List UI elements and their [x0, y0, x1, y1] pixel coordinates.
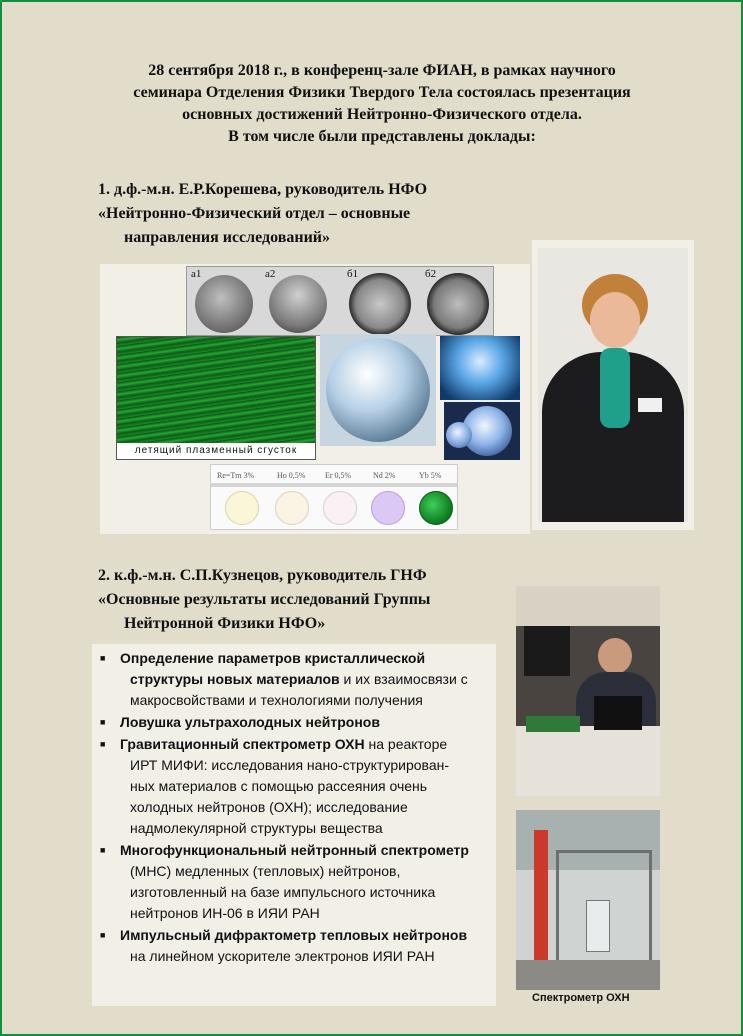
item-bold: структуры новых материалов	[130, 671, 340, 687]
wall	[516, 586, 660, 626]
intro-line: В том числе были представлены доклады:	[228, 128, 536, 145]
red-column	[534, 830, 548, 980]
glass-sphere	[326, 338, 430, 442]
item-bold: Гравитационный спектрометр ОХН	[120, 736, 365, 752]
sample-disc	[371, 491, 405, 525]
pellet-label: б2	[425, 268, 437, 280]
laptop	[594, 696, 642, 730]
list-item	[92, 648, 496, 711]
doped-samples-image	[210, 464, 458, 530]
report-1-heading: 1. д.ф.-м.н. Е.Р.Корешева, руководитель НФО	[98, 181, 428, 198]
item-text: на реакторе	[364, 736, 448, 752]
item-text: (МНС) медленных (тепловых) нейтронов,	[130, 863, 401, 879]
face	[590, 292, 640, 348]
item-text: надмолекулярной структуры вещества	[130, 820, 383, 836]
list-item	[92, 734, 496, 839]
item-bold: Определение параметров кристаллической	[120, 650, 426, 666]
list-item	[92, 840, 496, 924]
item-text: макросвойствами и технологиями получения	[130, 692, 423, 708]
speakers-box	[524, 626, 570, 676]
bubble	[446, 422, 472, 448]
speaker-head	[598, 638, 632, 674]
sample-disc	[323, 491, 357, 525]
pellet-label: а1	[191, 268, 202, 280]
intro-line: семинара Отделения Физики Твердого Тела состоялась презентация	[133, 84, 631, 101]
report-2-heading: 2. к.ф.-м.н. С.П.Кузнецов, руководитель ГНФ	[98, 567, 427, 584]
pellet-b2	[427, 273, 489, 335]
rail	[211, 483, 457, 487]
sample-disc	[275, 491, 309, 525]
research-collage	[100, 264, 530, 534]
results-list	[92, 644, 496, 1006]
portrait-koresheva	[538, 248, 688, 522]
floor	[516, 960, 660, 990]
plasma-laser-image	[116, 336, 316, 460]
pellet-b1	[349, 273, 411, 335]
report-1-title: направления исследований»	[124, 229, 331, 246]
list-item	[92, 925, 496, 967]
list-item	[92, 712, 496, 733]
sample-disc	[225, 491, 259, 525]
intro-line: 28 сентября 2018 г., в конференц-зале ФИАН, в рамках научного	[148, 62, 616, 79]
speaker-photo	[516, 586, 660, 796]
table	[516, 726, 660, 796]
sample-label: Er 0,5%	[325, 471, 352, 480]
cylinder	[586, 900, 610, 952]
pellet-label: б1	[347, 268, 359, 280]
photo-caption: Спектрометр ОХН	[532, 992, 630, 1004]
badge	[638, 398, 662, 412]
item-text: нейтронов ИН-06 в ИЯИ РАН	[130, 905, 320, 921]
sample-label: Re=Tm 3%	[217, 471, 255, 480]
item-text: ных материалов с помощью рассеяния очень	[130, 778, 428, 794]
report-1	[98, 178, 427, 250]
report-2-title: Нейтронной Физики НФО»	[124, 615, 326, 632]
scarf	[600, 348, 630, 428]
item-text: изготовленный на базе импульсного источника	[130, 884, 436, 900]
sample-label: Yb 5%	[419, 471, 442, 480]
portrait-panel	[532, 240, 694, 530]
report-1-title: «Нейтронно-Физический отдел – основные	[98, 205, 411, 222]
pellet-a1	[195, 275, 253, 333]
item-text: ИРТ МИФИ: исследования нано-структурирован-	[130, 757, 450, 773]
table-box	[526, 716, 580, 732]
item-text: на линейном ускорителе электронов ИЯИ РАН	[130, 948, 435, 964]
item-text: холодных нейтронов (ОХН); исследование	[130, 799, 408, 815]
ice-crystal-image	[440, 336, 520, 400]
sample-disc	[419, 491, 453, 525]
pellet-images-strip	[186, 266, 494, 336]
sample-label: Nd 2%	[373, 471, 396, 480]
spectrometer-photo	[516, 810, 660, 990]
pellet-label: а2	[265, 268, 276, 280]
sample-label: Ho 0,5%	[277, 471, 306, 480]
report-2	[98, 564, 430, 636]
plasma-caption: летящий плазменный сгусток	[117, 443, 315, 459]
bubbles-image	[444, 402, 520, 460]
intro-text	[82, 60, 682, 148]
item-bold: Многофункциональный нейтронный спектрометр	[120, 842, 469, 858]
item-text: и их взаимосвязи с	[339, 671, 468, 687]
item-bold: Ловушка ультрахолодных нейтронов	[120, 714, 380, 730]
pellet-a2	[269, 275, 327, 333]
glass-sphere-image	[320, 334, 436, 446]
item-bold: Импульсный дифрактометр тепловых нейтронов	[120, 927, 468, 943]
report-2-title: «Основные результаты исследований Группы	[98, 591, 431, 608]
intro-line: основных достижений Нейтронно-Физического отдела.	[182, 106, 582, 123]
